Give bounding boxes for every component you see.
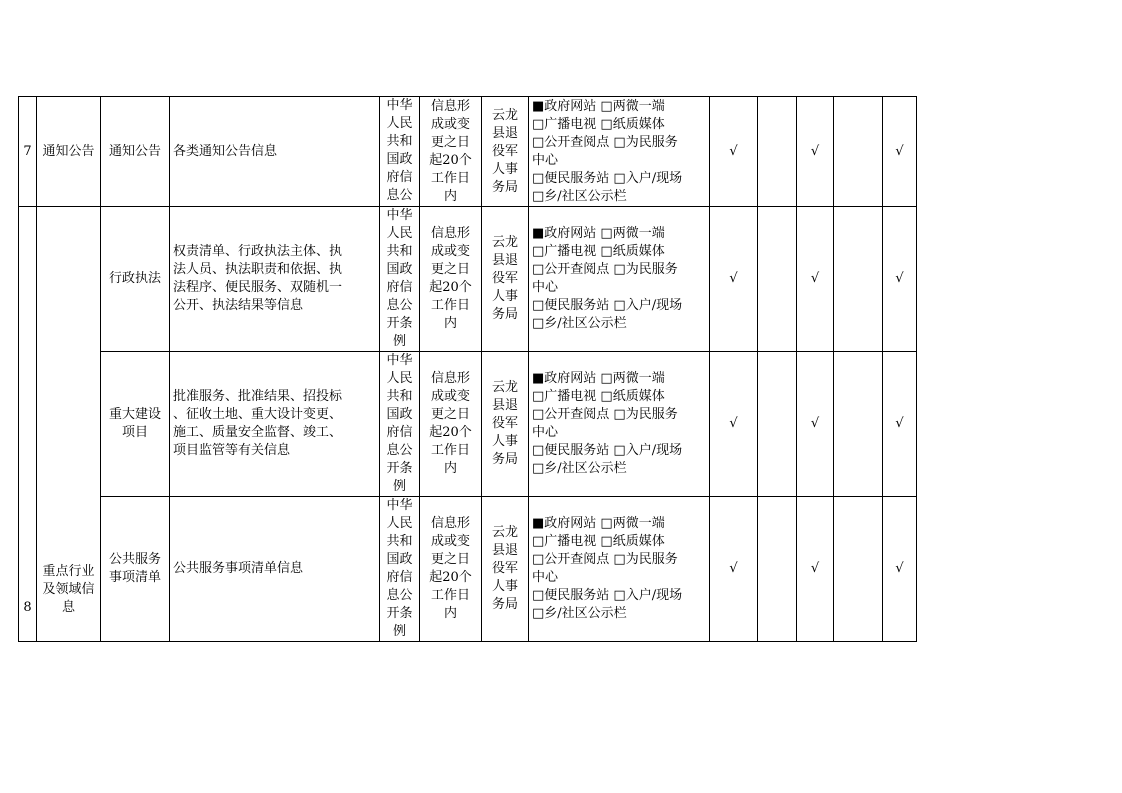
table-row [19,352,917,497]
channels-cell: ■政府网站 □两微一端 □广播电视 □纸质媒体 □公开查阅点 □为民服务 中心 □便民服务站 □入户/现场 □乡/社区公示栏 [529,97,710,207]
check-cell: √ [797,207,834,352]
check-cell: √ [797,352,834,497]
check-cell: √ [710,352,758,497]
check-cell: √ [797,497,834,642]
subcategory-cell: 公共服务 事项清单 [101,497,170,642]
timeframe-cell: 信息形 成或变 更之日 起20个 工作日 内 [420,207,482,352]
content-cell: 公共服务事项清单信息 [170,497,380,642]
channels-cell: ■政府网站 □两微一端 □广播电视 □纸质媒体 □公开查阅点 □为民服务 中心 □便民服务站 □入户/现场 □乡/社区公示栏 [529,207,710,352]
category-cell: 重点行业 及领域信 息 [37,207,101,642]
basis-cell: 中华 人民 共和 国政 府信 息公 [380,97,420,207]
check-cell: √ [797,97,834,207]
agency-cell: 云龙 县退 役军 人事 务局 [482,497,529,642]
timeframe-cell: 信息形 成或变 更之日 起20个 工作日 内 [420,497,482,642]
row-index: 7 [19,97,37,207]
content-cell: 批准服务、批准结果、招投标 、征收土地、重大设计变更、 施工、质量安全监督、竣工、 项目监管等有关信息 [170,352,380,497]
check-cell: √ [710,207,758,352]
check-cell: √ [883,352,917,497]
subcategory-cell: 通知公告 [101,97,170,207]
channels-cell: ■政府网站 □两微一端 □广播电视 □纸质媒体 □公开查阅点 □为民服务 中心 □便民服务站 □入户/现场 □乡/社区公示栏 [529,497,710,642]
basis-cell: 中华 人民 共和 国政 府信 息公 开条 例 [380,207,420,352]
check-cell [758,352,797,497]
check-cell [758,497,797,642]
category-cell: 通知公告 [37,97,101,207]
agency-cell: 云龙 县退 役军 人事 务局 [482,352,529,497]
table-row [19,497,917,642]
subcategory-cell: 重大建设 项目 [101,352,170,497]
check-cell: √ [883,497,917,642]
timeframe-cell: 信息形 成或变 更之日 起20个 工作日 内 [420,352,482,497]
content-cell: 权责清单、行政执法主体、执 法人员、执法职责和依据、执 法程序、便民服务、双随机一 公开、执法结果等信息 [170,207,380,352]
table-row [19,97,917,207]
check-cell: √ [710,97,758,207]
check-cell [834,497,883,642]
check-cell [758,97,797,207]
content-cell: 各类通知公告信息 [170,97,380,207]
subcategory-cell: 行政执法 [101,207,170,352]
row-index: 8 [19,207,37,642]
basis-cell: 中华 人民 共和 国政 府信 息公 开条 例 [380,352,420,497]
check-cell [834,352,883,497]
check-cell [834,97,883,207]
disclosure-table [18,96,917,642]
check-cell [758,207,797,352]
agency-cell: 云龙 县退 役军 人事 务局 [482,207,529,352]
basis-cell: 中华 人民 共和 国政 府信 息公 开条 例 [380,497,420,642]
timeframe-cell: 信息形 成或变 更之日 起20个 工作日 内 [420,97,482,207]
check-cell: √ [883,207,917,352]
check-cell [834,207,883,352]
check-cell: √ [710,497,758,642]
table-row [19,207,917,352]
agency-cell: 云龙 县退 役军 人事 务局 [482,97,529,207]
channels-cell: ■政府网站 □两微一端 □广播电视 □纸质媒体 □公开查阅点 □为民服务 中心 □便民服务站 □入户/现场 □乡/社区公示栏 [529,352,710,497]
check-cell: √ [883,97,917,207]
